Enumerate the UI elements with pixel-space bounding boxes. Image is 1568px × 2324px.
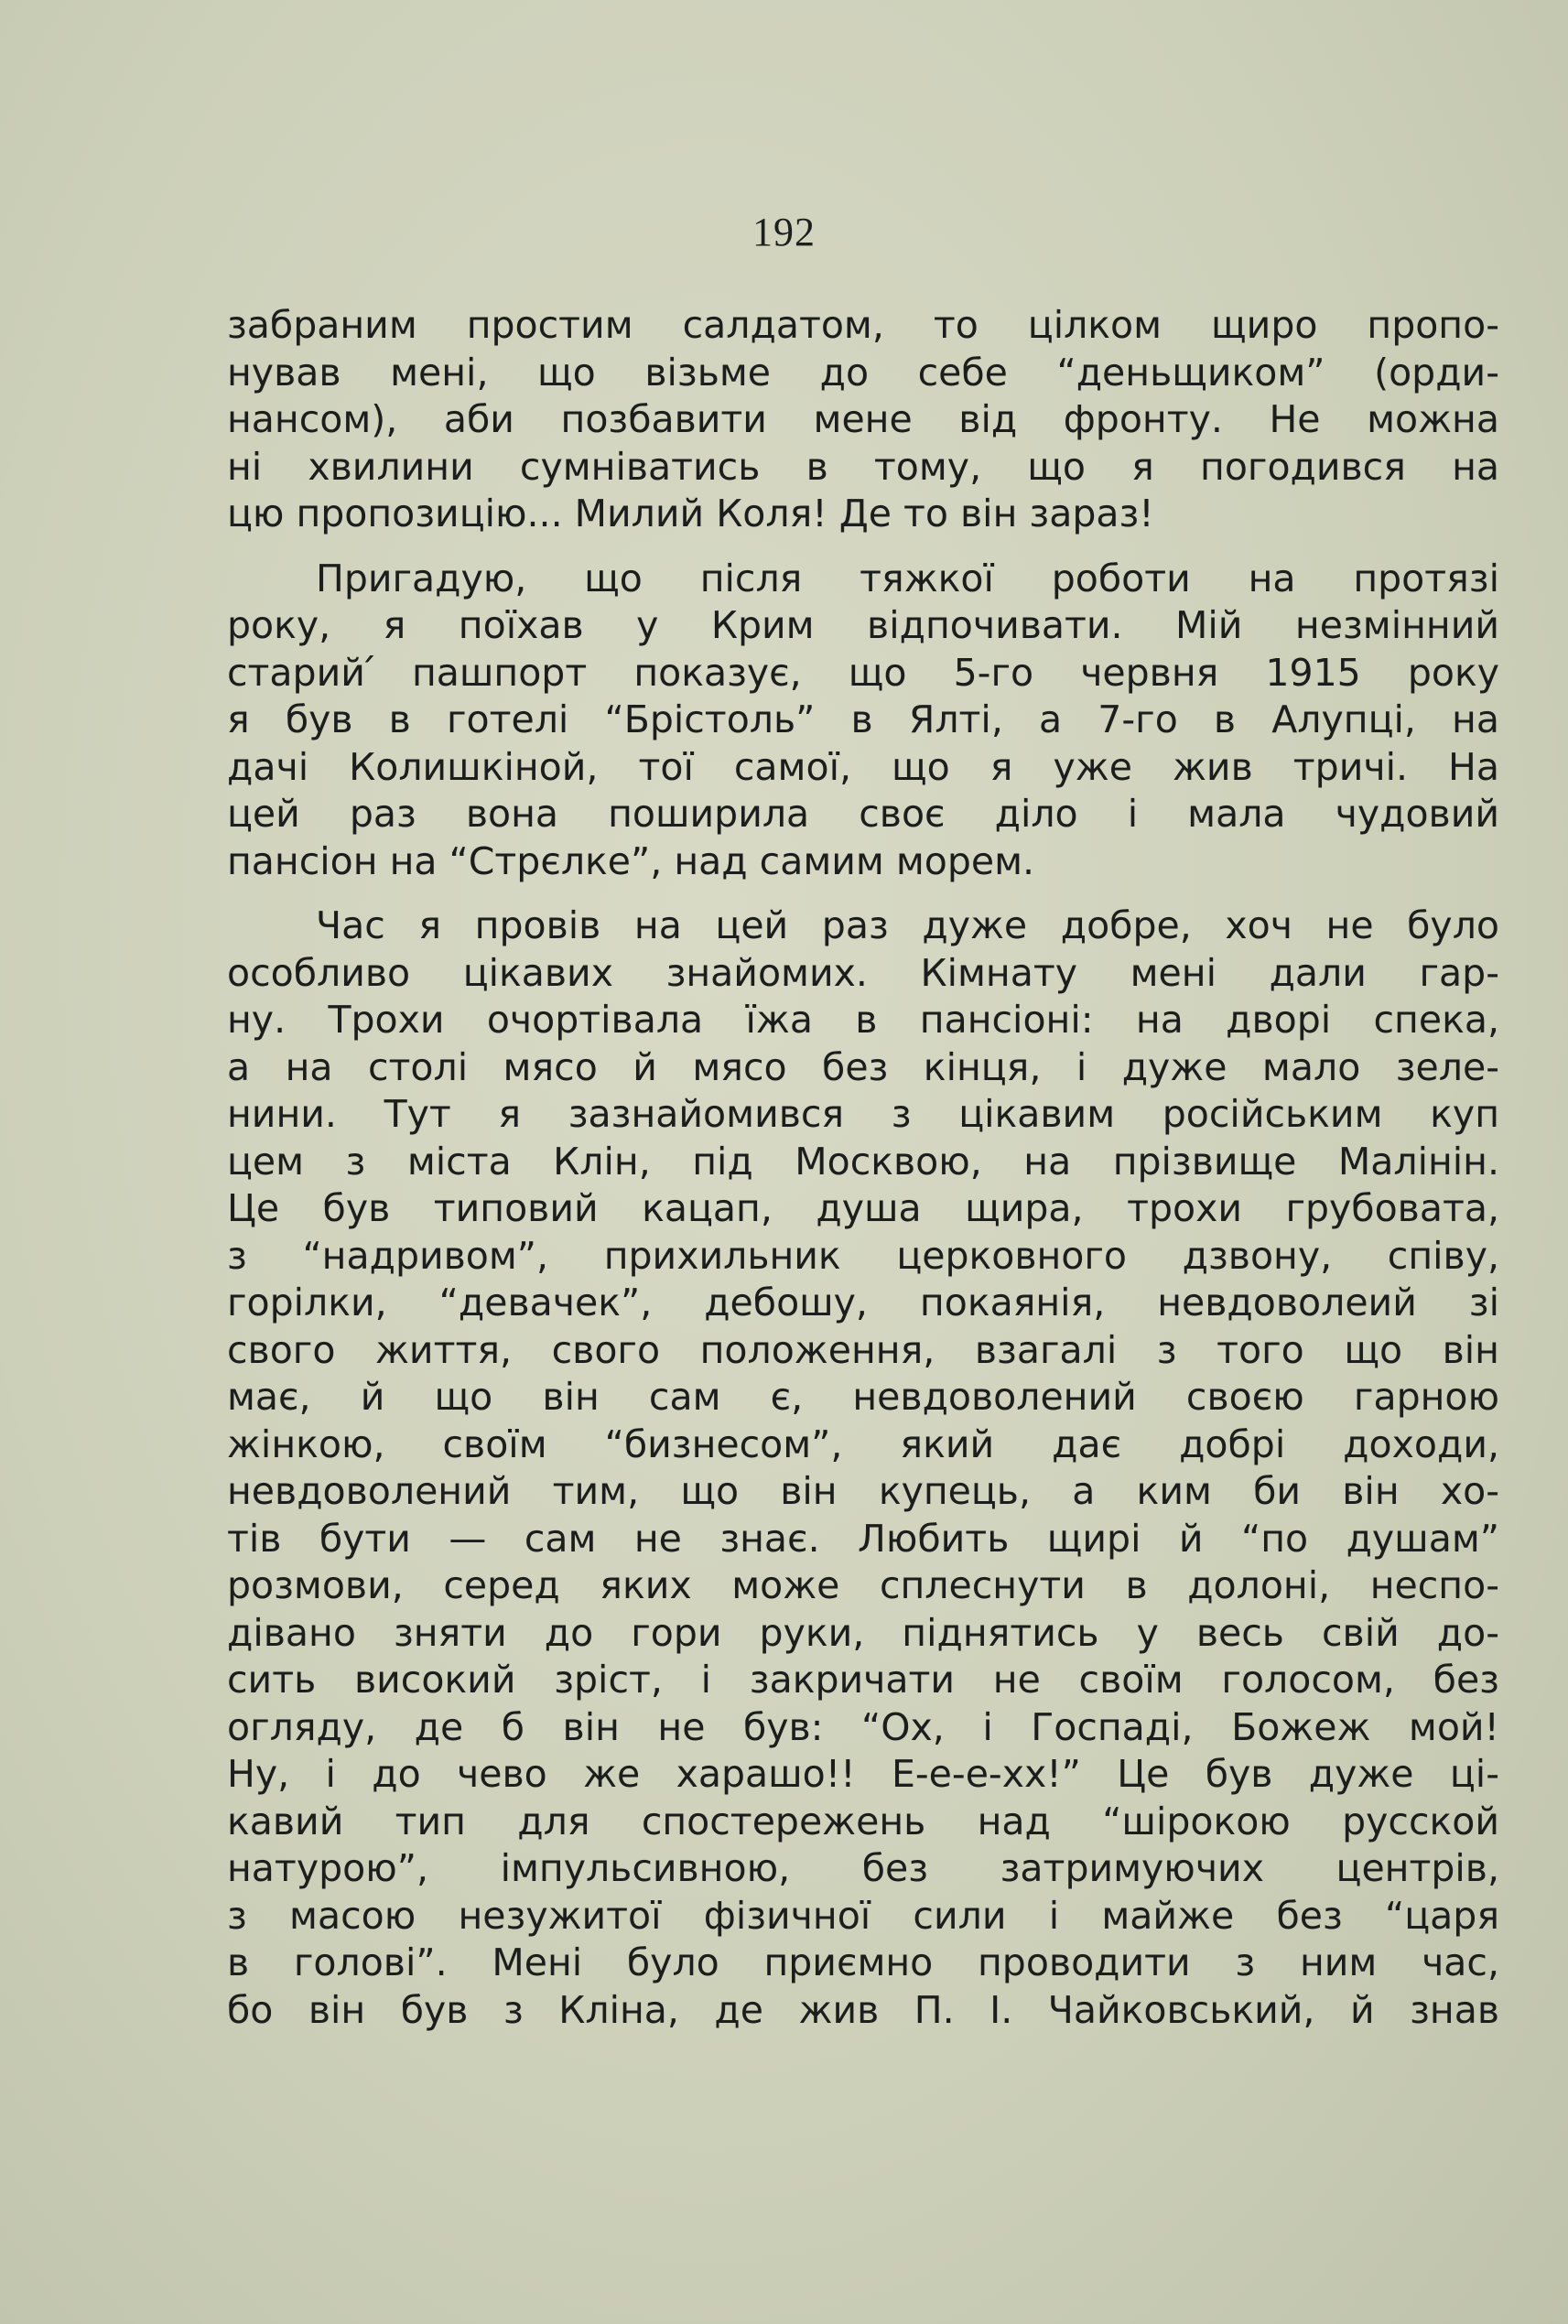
text-line: нансом), аби позбавити мене від фронту. Не можна [227, 397, 1499, 441]
text-line: пансіон на “Стрєлке”, над самим морем. [227, 838, 1035, 883]
text-line: нував мені, що візьме до себе “деньщиком” (орди- [227, 350, 1499, 395]
text-line: Це був типовий кацап, душа щира, трохи грубовата, [227, 1186, 1499, 1230]
text-line: дачі Колишкіной, тої самої, що я уже жив тричі. На [227, 744, 1499, 789]
text-line: старий ́пашпорт показує, що 5-го червня 1915 року [227, 650, 1499, 695]
text-line: розмови, серед яких може сплеснути в долоні, неспо- [227, 1563, 1499, 1607]
text-line: жінкою, своїм “бизнесом”, який дає добрі доходи, [227, 1421, 1499, 1466]
text-line: невдоволений тим, що він купець, а ким би він хо- [227, 1469, 1499, 1513]
text-line: Ну, і до чево же харашо!! Е-е-е-хх!” Це був дуже ці- [227, 1752, 1499, 1796]
text-line: а на столі мясо й мясо без кінця, і дуже мало зеле- [227, 1044, 1499, 1089]
text-line: особливо цікавих знайомих. Кімнату мені дали гар- [227, 950, 1499, 995]
text-line: нини. Тут я зазнайомився з цікавим російським куп [227, 1092, 1499, 1136]
text-line: з масою незужитої фізичної сили і майже без “царя [227, 1893, 1499, 1938]
text-line: Пригадую, що після тяжкої роботи на протязі [316, 556, 1499, 600]
text-line: бо він був з Кліна, де жив П. І. Чайковський, й знав [227, 1987, 1499, 2032]
paragraph [227, 302, 1499, 538]
text-line: горілки, “девачек”, дебошу, покаянія, невдоволеий зі [227, 1281, 1499, 1324]
text-line: кавий тип для спостережень над “шірокою русской [227, 1799, 1499, 1843]
text-line: цем з міста Клін, під Москвою, на прізвище Малінін. [227, 1139, 1499, 1184]
paragraph [227, 903, 1499, 2034]
page-number: 192 [752, 210, 816, 254]
text-line: року, я поїхав у Крим відпочивати. Мій незмінний [227, 603, 1499, 647]
text-line: забраним простим салдатом, то цілком щиро пропо- [227, 303, 1499, 347]
text-line: Час я провів на цей раз дуже добре, хоч не було [316, 903, 1499, 947]
text-line: має, й що він сам є, невдоволений своєю гарною [227, 1375, 1499, 1419]
text-line: огляду, де б він не був: “Ох, і Госпаді, Божеж мой! [227, 1704, 1499, 1749]
body-text [227, 302, 1499, 2034]
text-line: в голові”. Мені було приємно проводити з ним час, [227, 1940, 1499, 1984]
text-line: свого життя, свого положення, взагалі з того що він [227, 1327, 1499, 1372]
text-line: цю пропозицію... Милий Коля! Де то він зараз! [227, 492, 1154, 535]
text-line: з “надривом”, прихильник церковного дзвону, співу, [227, 1233, 1499, 1278]
text-line: ну. Трохи очортівала їжа в пансіоні: на дворі спека, [227, 998, 1499, 1042]
text-line: тів бути — сам не знає. Любить щирі й “по душам” [227, 1516, 1499, 1561]
text-line: цей раз вона поширила своє діло і мала чудовий [227, 792, 1499, 836]
paragraph [227, 556, 1499, 886]
text-line: дівано зняти до гори руки, піднятись у весь свій до- [227, 1610, 1499, 1655]
text-line: я був в готелі “Брістоль” в Ялті, а 7-го в Алупці, на [227, 697, 1499, 741]
text-line: сить високий зріст, і закричати не своїм голосом, без [227, 1658, 1499, 1702]
text-line: натурою”, імпульсивною, без затримуючих центрів, [227, 1846, 1499, 1890]
text-line: ні хвилини сумніватись в тому, що я погодився на [227, 444, 1499, 489]
